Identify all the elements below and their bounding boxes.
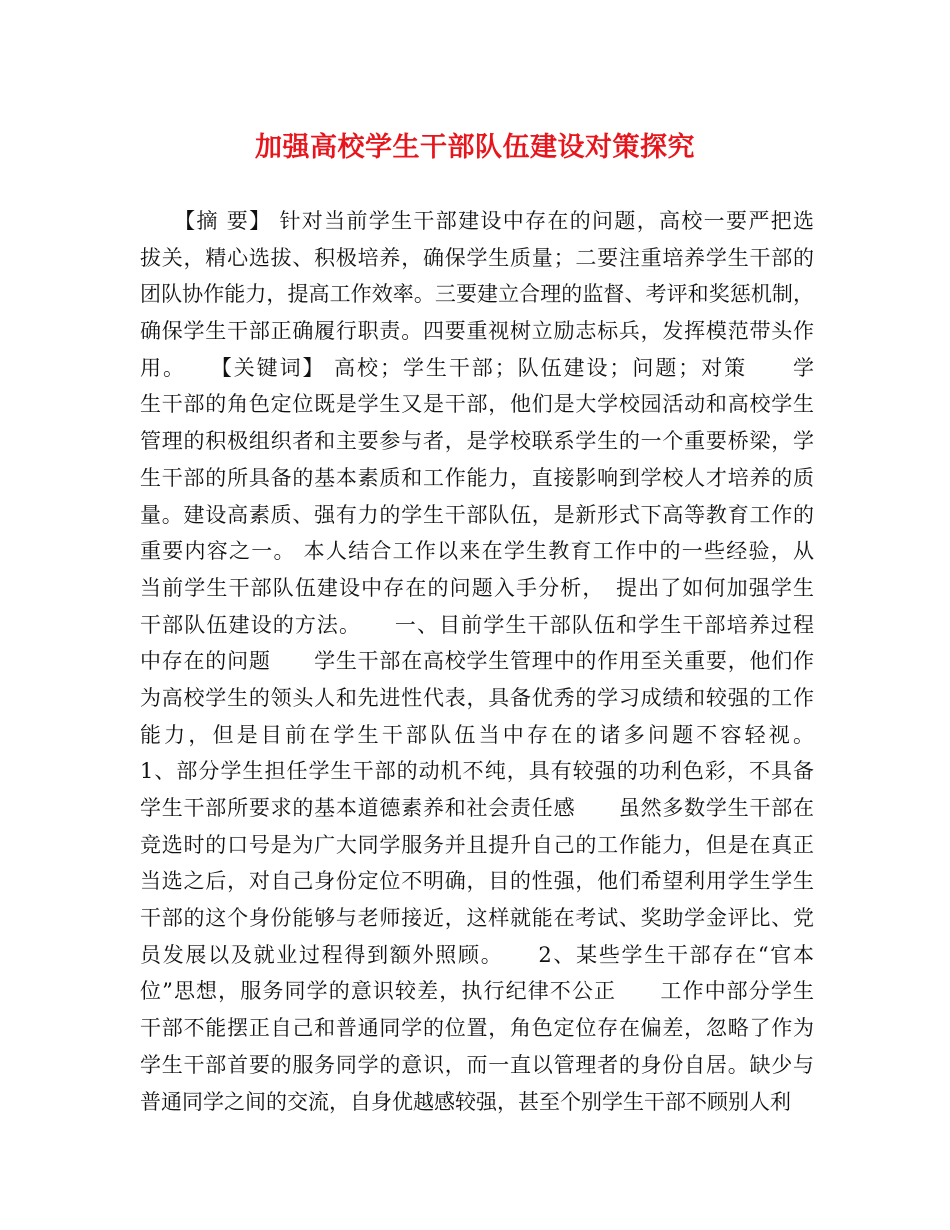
text-line: 学生干部所要求的基本道德素养和社会责任感 虽然多数学生干部在	[140, 796, 814, 820]
text-line: 普通同学之间的交流，自身优越感较强，甚至个别学生干部不顾别人利	[140, 1089, 791, 1114]
document-body	[140, 203, 814, 1120]
text-line: 确保学生干部正确履行职责。四要重视树立励志标兵，发挥模范带头作	[140, 319, 814, 344]
text-line: 用。 【关键词】 高校；学生干部；队伍建设；问题；对策 学	[140, 355, 814, 380]
text-line: 1、部分学生担任学生干部的动机不纯，具有较强的功利色彩，不具备	[140, 759, 814, 784]
document-title: 加强高校学生干部队伍建设对策探究	[255, 132, 695, 163]
text-line: 干部的这个身份能够与老师接近，这样就能在考试、奖助学金评比、党	[140, 906, 814, 931]
text-line: 学生干部首要的服务同学的意识，而一直以管理者的身份自居。缺少与	[140, 1052, 814, 1077]
text-line: 生干部的所具备的基本素质和工作能力，直接影响到学校人才培养的质	[140, 465, 814, 490]
text-line: 生干部的角色定位既是学生又是干部，他们是大学校园活动和高校学生	[140, 392, 814, 417]
text-line: 干部队伍建设的方法。 一、目前学生干部队伍和学生干部培养过程	[140, 612, 814, 637]
text-line: 团队协作能力，提高工作效率。三要建立合理的监督、考评和奖惩机制，	[140, 282, 814, 307]
text-line: 位”思想，服务同学的意识较差，执行纪律不公正 工作中部分学生	[140, 979, 814, 1004]
text-line: 当选之后，对自己身份定位不明确，目的性强，他们希望利用学生学生	[140, 869, 814, 894]
text-line: 【摘 要】 针对当前学生干部建设中存在的问题，高校一要严把选	[140, 209, 814, 233]
text-line: 为高校学生的领头人和先进性代表，具备优秀的学习成绩和较强的工作	[140, 685, 814, 710]
text-line: 当前学生干部队伍建设中存在的问题入手分析， 提出了如何加强学生	[140, 575, 814, 600]
text-line: 量。建设高素质、强有力的学生干部队伍，是新形式下高等教育工作的	[140, 502, 814, 527]
text-line: 员发展以及就业过程得到额外照顾。 2、某些学生干部存在“官本	[140, 942, 814, 967]
text-line: 干部不能摆正自己和普通同学的位置，角色定位存在偏差，忽略了作为	[140, 1016, 814, 1041]
text-line: 能力，但是目前在学生干部队伍当中存在的诸多问题不容轻视。	[140, 722, 814, 747]
text-line: 中存在的问题 学生干部在高校学生管理中的作用至关重要，他们作	[140, 649, 814, 674]
text-line: 拔关，精心选拔、积极培养，确保学生质量；二要注重培养学生干部的	[140, 245, 814, 270]
text-line: 重要内容之一。 本人结合工作以来在学生教育工作中的一些经验，从	[140, 539, 814, 564]
text-line: 管理的积极组织者和主要参与者，是学校联系学生的一个重要桥梁，学	[140, 429, 814, 454]
text-line: 竞选时的口号是为广大同学服务并且提升自己的工作能力，但是在真正	[140, 832, 814, 857]
